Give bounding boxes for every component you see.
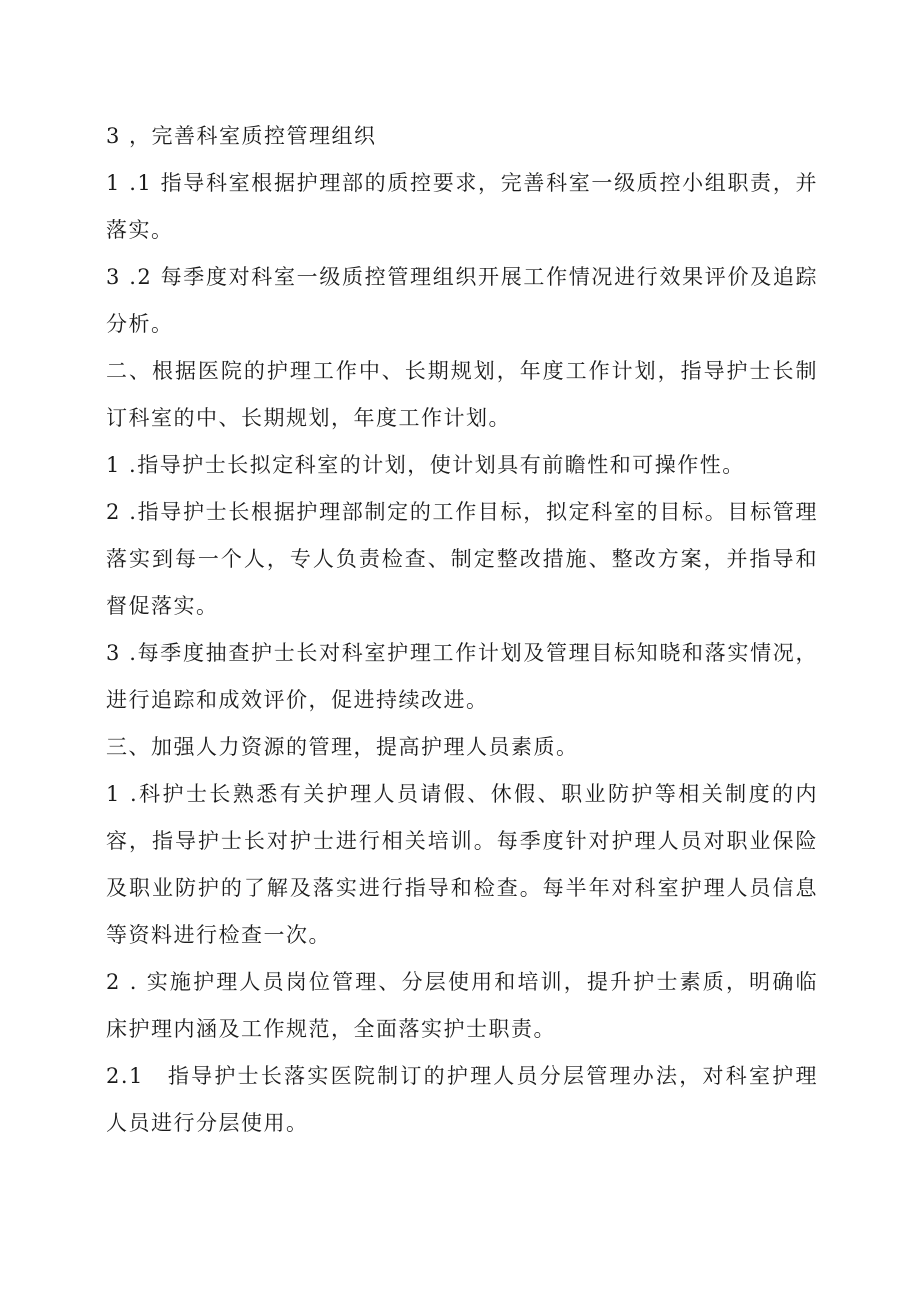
paragraph-3-2: 3 .2 每季度对科室一级质控管理组织开展工作情况进行效果评价及追踪分析。 [106,265,818,336]
paragraph-two-item-1: 1 .指导护士长拟定科室的计划，使计划具有前瞻性和可操作性。 [106,453,745,477]
paragraph-three-item-2-1: 2.1 指导护士长落实医院制订的护理人员分层管理办法，对科室护理人员进行分层使用。 [106,1064,818,1135]
paragraph-section-two-heading: 二、根据医院的护理工作中、长期规划，年度工作计划，指导护士长制订科室的中、长期规划，年度工作计划。 [106,359,818,430]
paragraph-1-1: 1 .1 指导科室根据护理部的质控要求，完善科室一级质控小组职责，并落实。 [106,171,818,242]
paragraph-section-3-heading: 3 ，完善科室质控管理组织 [106,124,377,148]
paragraph-three-item-1: 1 .科护士长熟悉有关护理人员请假、休假、职业防护等相关制度的内容，指导护士长对护士进行相关培训。每季度针对护理人员对职业保险及职业防护的了解及落实进行指导和检查。每半年对科室护理人员信息等资料进行检查一次。 [106,782,818,947]
paragraph-three-item-2: 2 . 实施护理人员岗位管理、分层使用和培训，提升护士素质，明确临床护理内涵及工作规范，全面落实护士职责。 [106,970,818,1041]
paragraph-two-item-3: 3 .每季度抽查护士长对科室护理工作计划及管理目标知晓和落实情况，进行追踪和成效评价，促进持续改进。 [106,641,818,712]
paragraph-section-three-heading: 三、加强人力资源的管理，提高护理人员素质。 [106,735,579,759]
document-body [106,113,818,1147]
paragraph-two-item-2: 2 .指导护士长根据护理部制定的工作目标，拟定科室的目标。目标管理落实到每一个人，专人负责检查、制定整改措施、整改方案，并指导和督促落实。 [106,500,818,618]
